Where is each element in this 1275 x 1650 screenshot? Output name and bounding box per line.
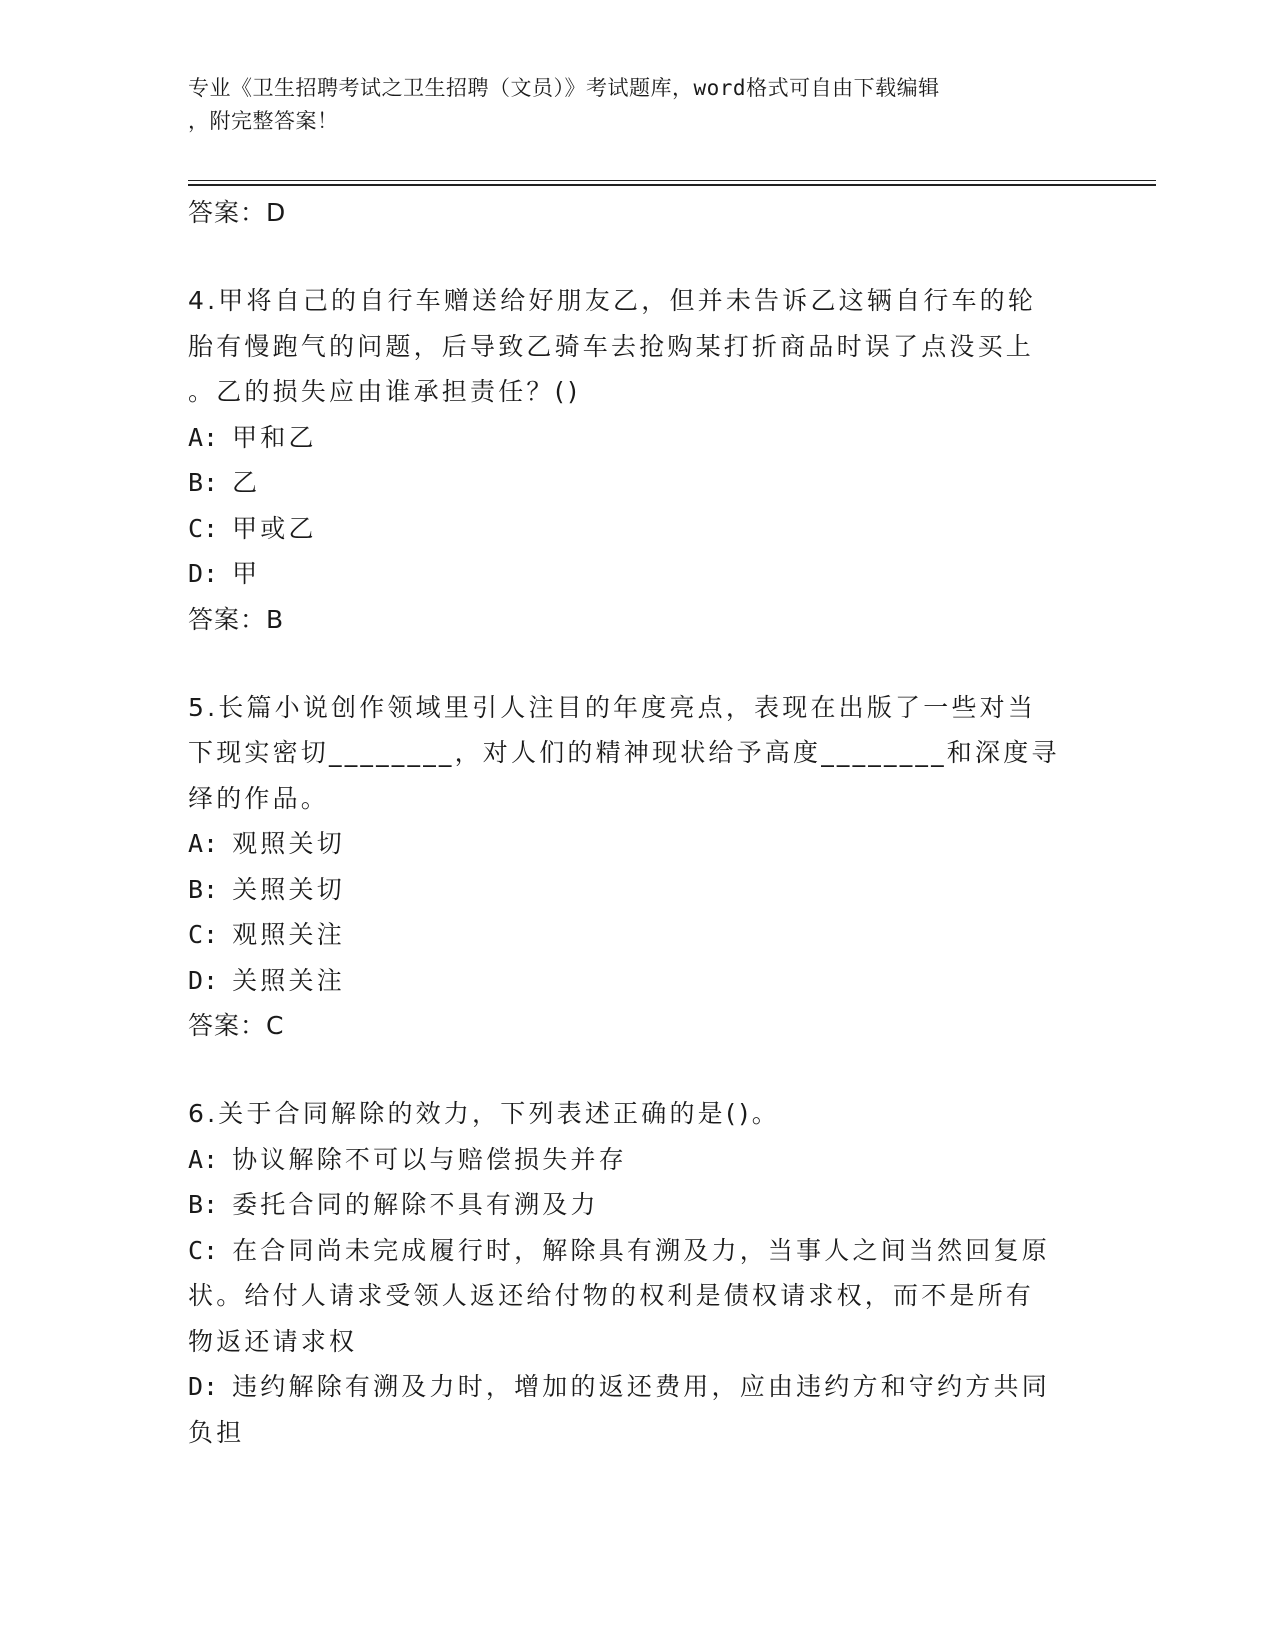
question-6 xyxy=(188,1091,1088,1455)
question-list xyxy=(188,190,1088,1455)
option-b xyxy=(188,867,1088,913)
option-text: 观照关注 xyxy=(232,920,345,949)
option-d-continuation: 负担 xyxy=(188,1417,245,1447)
question-stem-line: 下现实密切________，对人们的精神现状给予高度________和深度寻 xyxy=(188,738,1060,767)
option-d xyxy=(188,551,1088,597)
option-text: 关照关注 xyxy=(232,965,345,995)
header-rule-thick xyxy=(188,184,1156,186)
option-label: A: xyxy=(188,422,219,452)
option-label: B: xyxy=(188,468,219,497)
question-4 xyxy=(188,278,1088,643)
option-label: B: xyxy=(188,1190,219,1219)
header-rule-thin xyxy=(188,180,1156,181)
option-text: 协议解除不可以与赔偿损失并存 xyxy=(232,1144,627,1174)
option-text: 甲和乙 xyxy=(232,422,317,452)
question-stem-line: 5.长篇小说创作领域里引人注目的年度亮点，表现在出版了一些对当 xyxy=(188,692,1037,722)
option-text: 关照关切 xyxy=(232,874,345,904)
option-d xyxy=(188,1364,1088,1410)
question-5 xyxy=(188,685,1088,1050)
header-line-2: ，附完整答案！ xyxy=(188,109,339,133)
option-text: 违约解除有溯及力时，增加的返还费用，应由违约方和守约方共同 xyxy=(232,1372,1050,1401)
option-c xyxy=(188,912,1088,958)
question-stem-line: 6.关于合同解除的效力，下列表述正确的是()。 xyxy=(188,1099,780,1128)
option-d xyxy=(188,958,1088,1004)
option-a xyxy=(188,821,1088,867)
option-text: 甲 xyxy=(232,559,261,588)
option-text: 甲或乙 xyxy=(232,513,317,543)
option-a xyxy=(188,415,1088,461)
option-c-continuation: 状。给付人请求受领人返还给付物的权利是债权请求权，而不是所有 xyxy=(188,1281,1035,1310)
option-c-continuation: 物返还请求权 xyxy=(188,1326,358,1356)
option-label: A: xyxy=(188,1144,219,1174)
option-text: 乙 xyxy=(232,468,261,497)
option-c xyxy=(188,1228,1088,1274)
option-text: 在合同尚未完成履行时，解除具有溯及力，当事人之间当然回复原 xyxy=(232,1235,1050,1265)
answer-line: 答案：B xyxy=(188,604,285,634)
question-stem-line: 4.甲将自己的自行车赠送给好朋友乙，但并未告诉乙这辆自行车的轮 xyxy=(188,286,1037,315)
option-label: D: xyxy=(188,559,219,588)
question-stem-line: 。乙的损失应由谁承担责任？() xyxy=(188,377,581,406)
option-label: D: xyxy=(188,965,219,995)
question-stem-line: 绎的作品。 xyxy=(188,783,330,813)
option-label: C: xyxy=(188,920,219,949)
option-b xyxy=(188,460,1088,506)
option-c xyxy=(188,506,1088,552)
answer-line: 答案：C xyxy=(188,1011,285,1040)
option-text: 观照关切 xyxy=(232,829,345,858)
question-stem-line: 胎有慢跑气的问题，后导致乙骑车去抢购某打折商品时误了点没买上 xyxy=(188,331,1035,361)
previous-answer: 答案：D xyxy=(188,198,287,227)
option-label: C: xyxy=(188,513,219,543)
option-label: C: xyxy=(188,1235,219,1265)
option-label: B: xyxy=(188,874,219,904)
option-b xyxy=(188,1182,1088,1228)
option-text: 委托合同的解除不具有溯及力 xyxy=(232,1190,599,1219)
option-label: D: xyxy=(188,1372,219,1401)
spacer xyxy=(188,1049,1088,1091)
header-line-1: 专业《卫生招聘考试之卫生招聘（文员）》考试题库，word格式可自由下载编辑 xyxy=(188,76,940,100)
option-label: A: xyxy=(188,829,219,858)
spacer xyxy=(188,643,1088,685)
document-header xyxy=(188,72,1068,138)
option-a xyxy=(188,1137,1088,1183)
spacer xyxy=(188,236,1088,278)
